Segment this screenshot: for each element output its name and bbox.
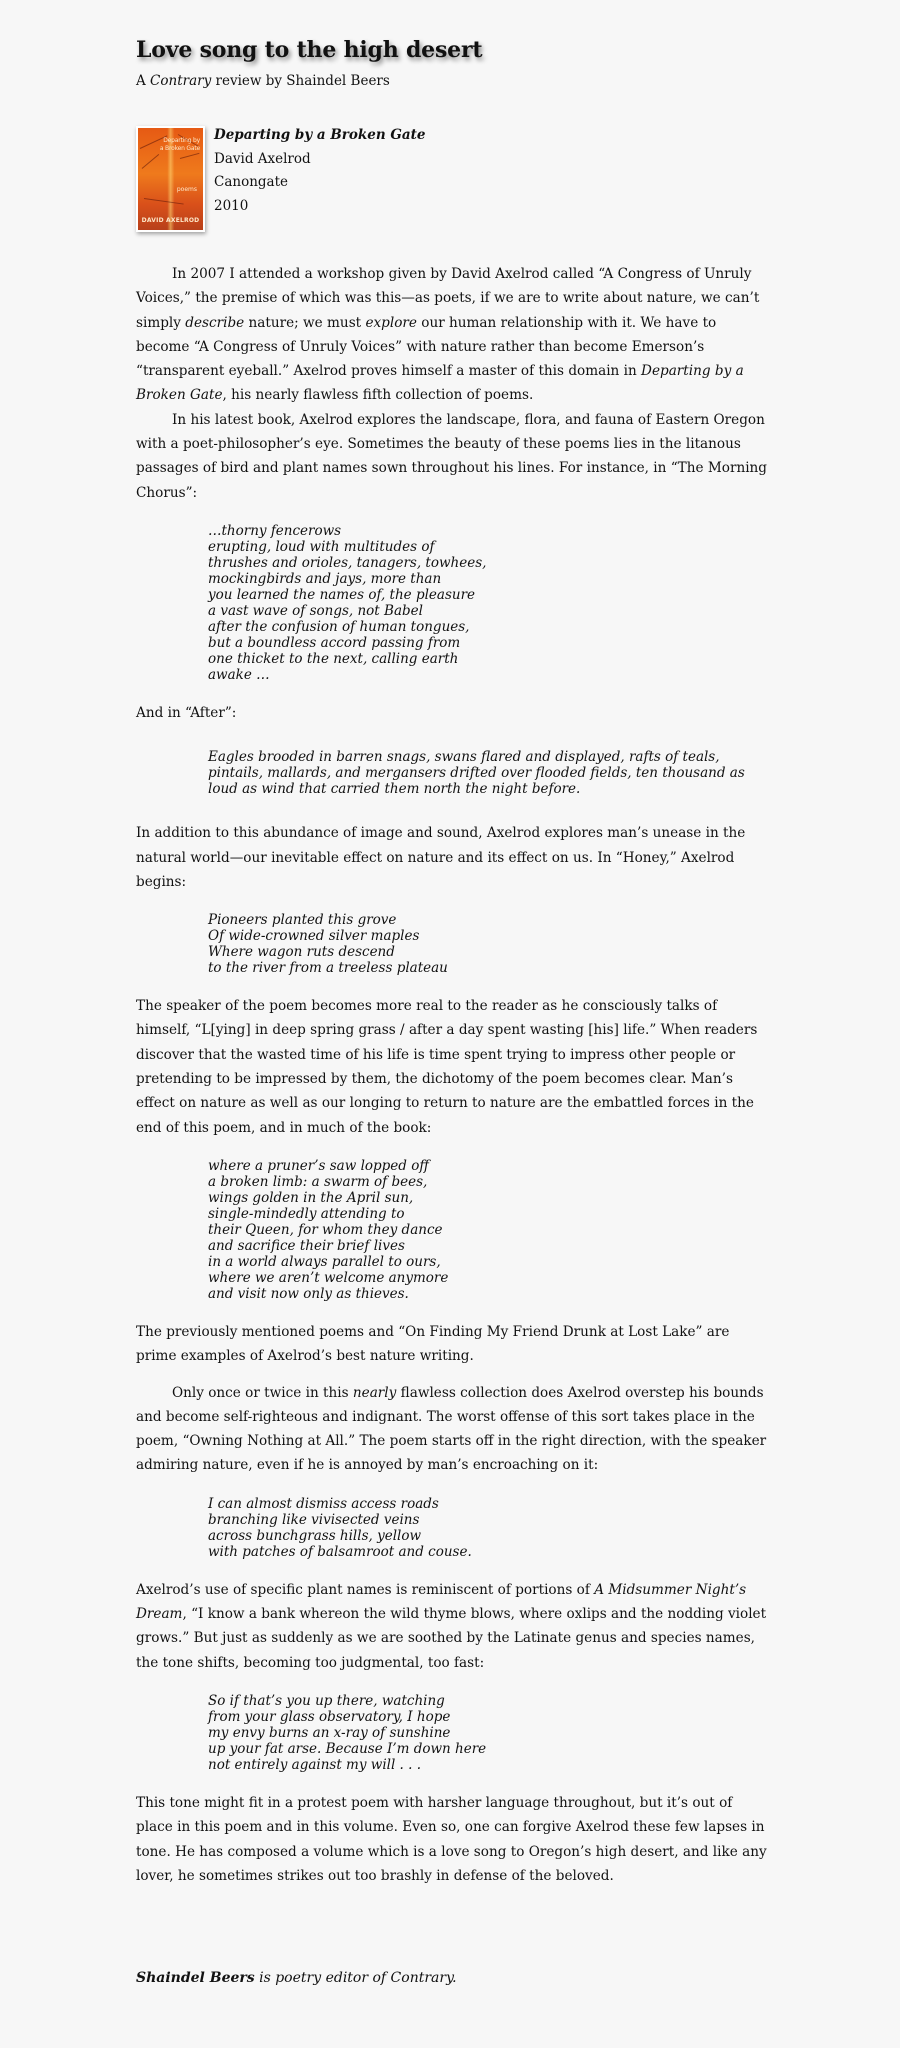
poem-line: …thorny fencerows — [208, 522, 342, 539]
poem-line: thrushes and orioles, tanagers, towhees, — [208, 554, 487, 571]
cover-author: DAVID AXELROD — [141, 217, 200, 224]
paragraph-2: In his latest book, Axelrod explores the landscape, flora, and fauna of Eastern Oregon with a poet-philosopher’s eye. Sometimes the beauty of these poems lies in the litanous passages of bird and plant names sown throughout his lines. For instance, in “The Morning Chorus”: — [136, 411, 768, 501]
book-publisher: Canongate — [214, 174, 288, 190]
poem-line: one thicket to the next, calling earth — [208, 650, 459, 667]
book-info — [136, 126, 768, 232]
poem-quote-owning-nothing — [136, 1496, 768, 1560]
author-bio — [136, 1968, 768, 1988]
cover-title — [146, 137, 200, 153]
poem-line: awake … — [208, 666, 270, 683]
poem-line: to the river from a treeless plateau — [208, 960, 448, 977]
book-cover-image[interactable] — [136, 126, 205, 232]
cover-branch-decoration — [144, 198, 184, 205]
poem-line: you learned the names of, the pleasure — [208, 586, 476, 603]
cover-branch-decoration — [142, 154, 159, 169]
poem-line: my envy burns an x-ray of sunshine — [208, 1724, 451, 1741]
poem-quote-honey — [136, 912, 768, 976]
paragraph-4: In addition to this abundance of image and sound, Axelrod explores man’s unease in the natural world—our inevitable effect on nature and its effect on us. In “Honey,” Axelrod begins: — [136, 825, 746, 890]
poem-line: where a pruner’s saw lopped off — [208, 1157, 429, 1174]
byline-magazine: Contrary — [150, 73, 212, 89]
book-year: 2010 — [214, 197, 249, 214]
poem-quote-bees — [136, 1158, 768, 1302]
poem-line: and visit now only as thieves. — [208, 1285, 409, 1302]
poem-line: across bunchgrass hills, yellow — [208, 1527, 422, 1544]
poem-line: after the confusion of human tongues, — [208, 618, 470, 635]
poem-line: wings golden in the April sun, — [208, 1189, 414, 1206]
paragraph-8: Axelrod’s use of specific plant names is reminiscent of portions of A Midsummer Night’s Dream, “I know a bank whereon the wild thyme blows, where oxlips and the nodding violet grows.” But just as suddenly as we are soothed by the Latinate genus and species names, the tone shifts, becoming too judgmental, too fast: — [136, 1581, 767, 1671]
paragraph-6: The previously mentioned poems and “On Finding My Friend Drunk at Lost Lake” are prime examples of Axelrod’s best nature writing. — [136, 1323, 730, 1365]
book-author: David Axelrod — [214, 150, 311, 167]
paragraph-7: Only once or twice in this nearly flawless collection does Axelrod overstep his bounds and become self-righteous and indignant. The worst offense of this sort takes place in the poem, “Owning Nothing at All.” The poem starts off in the right direction, with the speaker admiring nature, even if he is annoyed by man’s encroaching on it: — [136, 1384, 767, 1474]
cover-branch-decoration — [180, 153, 200, 159]
review-content — [136, 0, 768, 2048]
poem-line: Pioneers planted this grove — [208, 912, 397, 929]
paragraph-1: In 2007 I attended a workshop given by David Axelrod called “A Congress of Unruly Voices,” the premise of which was this—as poets, if we are to write about nature, we can’t simply describe nature; we must explore our human relationship with it. We have to become “A Congress of Unruly Voices” with nature rather than become Emerson’s “transparent eyeball.” Axelrod proves himself a master of this domain in Departing by a Broken Gate, his nearly flawless fifth collection of poems. — [136, 266, 760, 404]
poem-quote-morning-chorus — [136, 523, 768, 683]
poem-line: but a boundless accord passing from — [208, 634, 461, 651]
book-cover-art — [138, 128, 203, 230]
byline-suffix: review by Shaindel Beers — [211, 73, 390, 89]
poem-line: a vast wave of songs, not Babel — [208, 602, 423, 619]
book-title: Departing by a Broken Gate — [214, 127, 426, 143]
poem-line: I can almost dismiss access roads — [208, 1495, 439, 1512]
poem-line: a broken limb: a swarm of bees, — [208, 1173, 428, 1190]
paragraph-5: The speaker of the poem becomes more real to the reader as he consciously talks of himself, “L[ying] in deep spring grass / after a day spent wasting [his] life.” When readers discover that the wasted time of his life is time spent trying to impress other people or pretending to be impressed by them, the dichotomy of the poem becomes clear. Man’s effect on nature as well as our longing to return to nature are the embattled forces in the end of this poem, and in much of the book: — [136, 998, 758, 1136]
poem-quote-after: Eagles brooded in barren snags, swans flared and displayed, rafts of teals, pintails, mallards, and mergansers drifted over flooded fields, ten thousand as loud as wind that carried them north the night before. — [208, 749, 745, 798]
page-title: Love song to the high desert — [136, 37, 483, 63]
cover-title-line: Departing by — [163, 137, 200, 144]
byline — [136, 72, 768, 90]
poem-quote-observatory — [136, 1693, 768, 1773]
poem-line: from your glass observatory, I hope — [208, 1708, 451, 1725]
poem-line: their Queen, for whom they dance — [208, 1221, 443, 1238]
book-meta — [214, 126, 425, 220]
poem-line: where we aren’t welcome anymore — [208, 1269, 449, 1286]
poem-line: erupting, loud with multitudes of — [208, 538, 435, 555]
poem-line: up your fat arse. Because I’m down here — [208, 1740, 487, 1757]
poem-line: and sacrifice their brief lives — [208, 1237, 405, 1254]
article-body — [136, 262, 768, 1888]
cover-title-line: a Broken Gate — [159, 145, 200, 152]
bio-name: Shaindel Beers — [136, 1970, 255, 1987]
poem-line: branching like vivisected veins — [208, 1511, 420, 1528]
cover-subtitle: poems — [176, 186, 197, 193]
poem-line: So if that’s you up there, watching — [208, 1692, 445, 1709]
poem-line: Where wagon ruts descend — [208, 944, 395, 961]
poem-line: single-mindedly attending to — [208, 1205, 405, 1222]
byline-prefix: A — [136, 73, 151, 89]
paragraph-9: This tone might fit in a protest poem with harsher language throughout, but it’s out of place in this poem and in this volume. Even so, one can forgive Axelrod these few lapses in tone. He has composed a volume which is a love song to Oregon’s high desert, and like any lover, he sometimes strikes out too brashly in defense of the beloved. — [136, 1794, 767, 1884]
poem-line: mockingbirds and jays, more than — [208, 570, 442, 587]
poem-line: in a world always parallel to ours, — [208, 1253, 441, 1270]
poem-line: with patches of balsamroot and couse. — [208, 1543, 472, 1560]
poem-line: not entirely against my will . . . — [208, 1756, 422, 1773]
paragraph-3: And in “After”: — [136, 704, 237, 721]
poem-line: Of wide-crowned silver maples — [208, 928, 420, 945]
bio-text: is poetry editor of Contrary. — [254, 1970, 457, 1987]
